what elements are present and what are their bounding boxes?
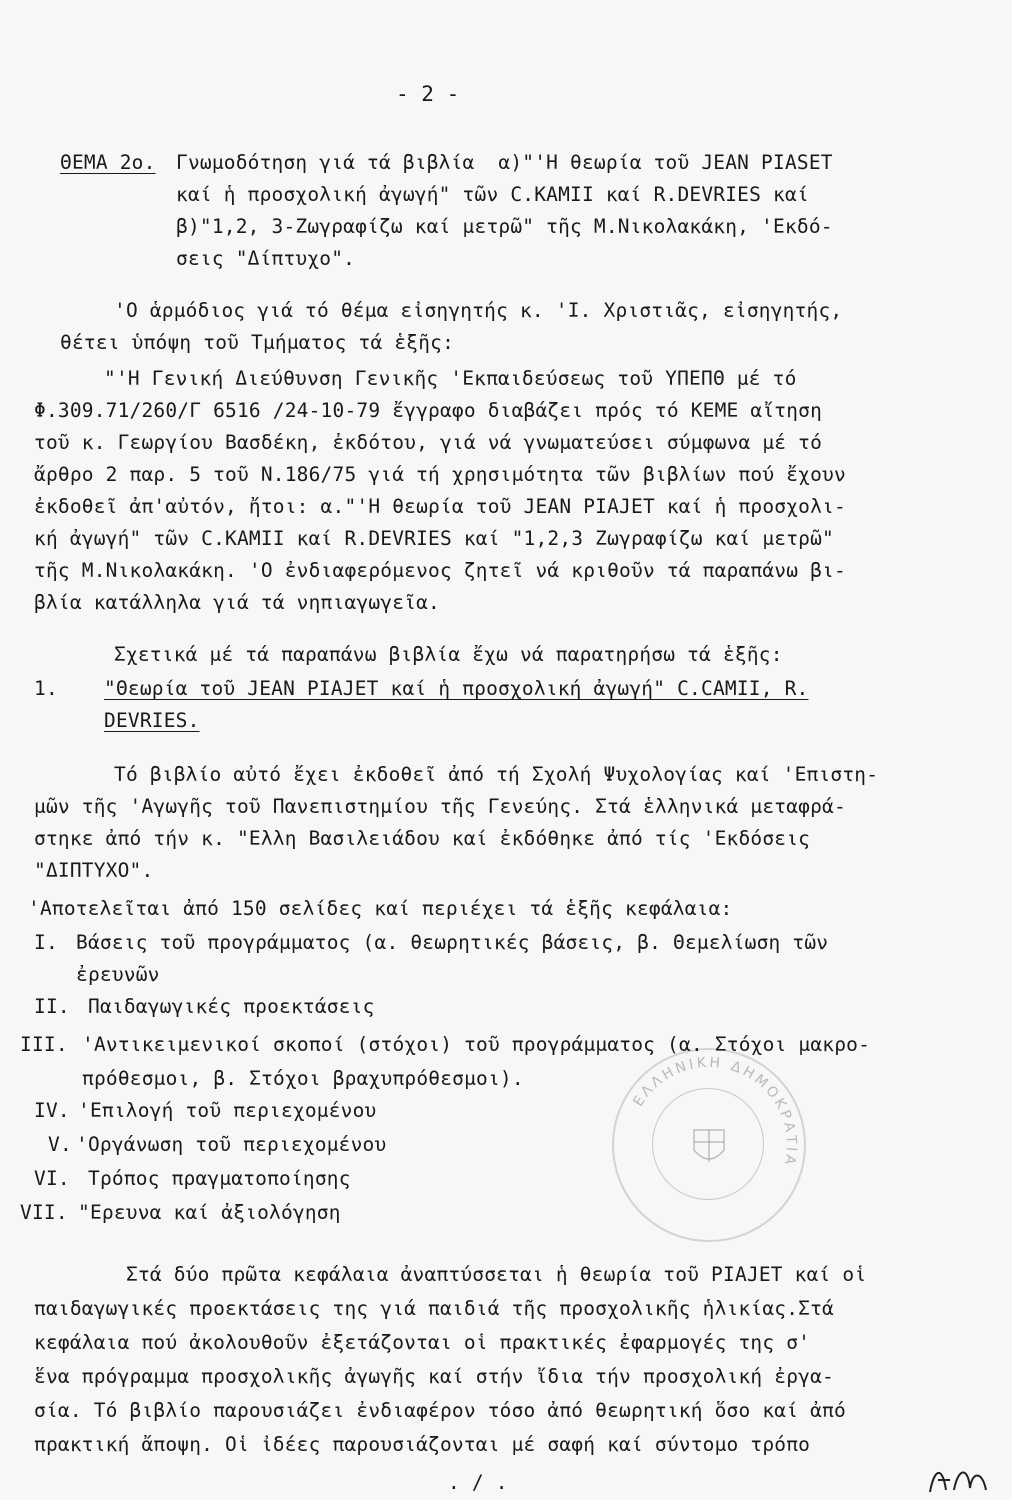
chapter-text: πρόθεσμοι, β. Στόχοι βραχυπρόθεσμοι). [82,1067,524,1090]
text-line: ἐκδοθεῖ ἀπ'αὐτόν, ἤτοι: α."'Η θεωρία τοῦ JEAN PIAJET καί ἡ προσχολι- [34,495,846,518]
chapter-number: III. [20,1033,68,1056]
chapter-text: "Ερευνα καί ἀξιολόγηση [78,1201,341,1224]
text-line: καί ἡ προσχολική ἀγωγή" τῶν C.KAMII καί R.DEVRIES καί [176,183,809,206]
text-line: σεις "Δίπτυχο". [176,247,356,270]
text-line: θέτει ὑπόψη τοῦ Τμήματος τά ἑξῆς: [60,331,455,354]
stamp-lettering [614,1050,804,1240]
text-line: παιδαγωγικές προεκτάσεις της γιά παιδιά τῆς προσχολικῆς ἡλικίας.Στά [34,1297,834,1320]
chapter-number: VI. [34,1167,70,1190]
text-line: 'Ο ἁρμόδιος γιά τό θέμα εἰσηγητής κ. 'Ι. Χριστιᾶς, εἰσηγητής, [114,299,843,322]
chapter-text: 'Αντικειμενικοί σκοποί (στόχοι) τοῦ προγράμματος (α. Στόχοι μακρο- [82,1033,871,1056]
text-line: Φ.309.71/260/Γ 6516 /24-10-79 ἔγγραφο διαβάζει πρός τό ΚΕΜΕ αἴτηση [34,399,823,422]
chapter-text: Τρόπος πραγματοποίησης [88,1167,351,1190]
text-line: "'Η Γενική Διεύθυνση Γενικῆς 'Εκπαιδεύσεως τοῦ ΥΠΕΠΘ μέ τό [104,367,797,390]
chapter-number: I. [34,931,58,954]
text-line: τῆς Μ.Νικολακάκη. 'Ο ἐνδιαφερόμενος ζητεῖ νά κριθοῦν τά παραπάνω βι- [34,559,846,582]
text-line: 'Αποτελεῖται ἀπό 150 σελίδες καί περιέχει τά ἑξῆς κεφάλαια: [28,897,733,920]
chapter-text: 'Οργάνωση τοῦ περιεχομένου [76,1133,387,1156]
text-line: πρακτική ἄποψη. Οἱ ἰδέες παρουσιάζονται μέ σαφή καί σύντομο τρόπο [34,1433,811,1456]
text-line: Γνωμοδότηση γιά τά βιβλία α)"'Η θεωρία τοῦ JEAN PIASET [176,151,833,174]
item-title: "Θεωρία τοῦ JEAN PIAJET καί ἡ προσχολική ἀγωγή" C.CAMII, R. [104,677,809,700]
text-line: τοῦ κ. Γεωργίου Βασδέκη, ἐκδότου, γιά νά γνωματεύσει σύμφωνα μέ τό [34,431,823,454]
text-line: στηκε ἀπό τήν κ. "Ελλη Βασιλειάδου καί ἐκδόθηκε ἀπό τίς 'Εκδόσεις [34,827,811,850]
chapter-text: Παιδαγωγικές προεκτάσεις [88,995,375,1018]
text-line: σία. Τό βιβλίο παρουσιάζει ἐνδιαφέρον τόσο ἀπό θεωρητική ὅσο καί ἀπό [34,1399,846,1422]
text-line: μῶν τῆς 'Αγωγῆς τοῦ Πανεπιστημίου τῆς Γενεύης. Στά ἑλληνικά μεταφρά- [34,795,846,818]
theme-heading: ΘΕΜΑ 2ο. [60,151,156,174]
stamp-text: ΕΛΛΗΝΙΚΗ ΔΗΜΟΚΡΑΤΙΑ [630,1054,800,1169]
item-number: 1. [34,677,58,700]
text-line: Στά δύο πρῶτα κεφάλαια ἀναπτύσσεται ἡ θεωρία τοῦ PIAJET καί οἱ [126,1263,867,1286]
chapter-text: ἐρευνῶν [76,963,160,986]
chapter-text: 'Επιλογή τοῦ περιεχομένου [78,1099,377,1122]
text-line: ἄρθρο 2 παρ. 5 τοῦ Ν.186/75 γιά τή χρησιμότητα τῶν βιβλίων πού ἔχουν [34,463,846,486]
chapter-number: V. [48,1133,72,1156]
text-line: ἕνα πρόγραμμα προσχολικῆς ἀγωγῆς καί στήν ἴδια τήν προσχολική ἐργα- [34,1365,834,1388]
text-line: βλία κατάλληλα γιά τά νηπιαγωγεῖα. [34,591,440,614]
text-line: κεφάλαια πού ἀκολουθοῦν ἐξετάζονται οἱ πρακτικές ἐφαρμογές της σ' [34,1331,811,1354]
chapter-number: VII. [20,1201,68,1224]
page-number: - 2 - [396,82,460,106]
svg-text:ΕΛΛΗΝΙΚΗ ΔΗΜΟΚΡΑΤΙΑ [630,1055,799,1169]
text-line: κή ἀγωγή" τῶν C.KAMII καί R.DEVRIES καί "1,2,3 Ζωγραφίζω καί μετρῶ" [34,527,834,550]
text-line: "ΔΙΠΤΥΧΟ". [34,859,154,882]
continuation-mark: . / . [448,1471,508,1494]
emblem-icon [694,1130,724,1162]
chapter-number: II. [34,995,70,1018]
chapter-text: Βάσεις τοῦ προγράμματος (α. θεωρητικές βάσεις, β. Θεμελίωση τῶν [76,931,829,954]
text-line: β)"1,2, 3-Ζωγραφίζω καί μετρῶ" τῆς Μ.Νικολακάκη, 'Εκδό- [176,215,833,238]
official-stamp [612,1048,806,1242]
chapter-number: IV. [34,1099,70,1122]
signature-initials [924,1460,994,1498]
item-title: DEVRIES. [104,709,200,732]
text-line: Σχετικά μέ τά παραπάνω βιβλία ἔχω νά παρατηρήσω τά ἑξῆς: [114,643,783,666]
text-line: Τό βιβλίο αὐτό ἔχει ἐκδοθεῖ ἀπό τή Σχολή Ψυχολογίας καί 'Επιστη- [114,763,879,786]
